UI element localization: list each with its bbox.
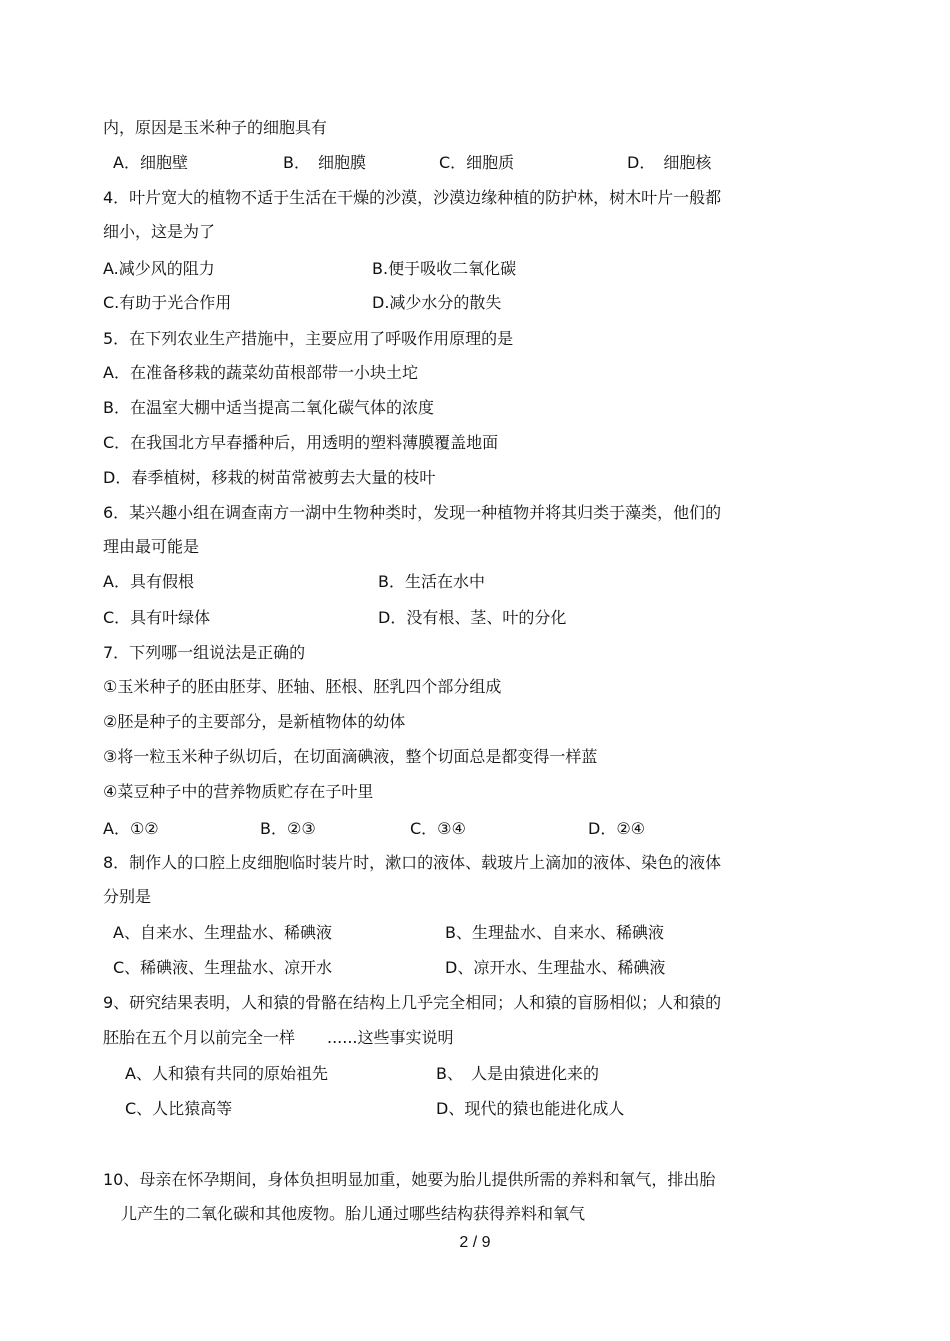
q3-option-b: B． 细胞膜: [283, 153, 366, 172]
q9-option-d: D、现代的猿也能进化成人: [436, 1099, 625, 1118]
q3-stem-continuation: 内，原因是玉米种子的细胞具有: [103, 118, 328, 137]
q9-option-b: B、 人是由猿进化来的: [436, 1064, 599, 1083]
q4-option-b: B.便于吸收二氧化碳: [372, 259, 517, 278]
q4-option-a: A.减少风的阻力: [103, 259, 215, 278]
q10-stem-line2: 儿产生的二氧化碳和其他废物。胎儿通过哪些结构获得养料和氧气: [121, 1204, 586, 1223]
q7-stem: 7．下列哪一组说法是正确的: [103, 643, 306, 662]
q7-option-a: A．①②: [103, 819, 159, 838]
q3-option-a: A．细胞壁: [113, 153, 188, 172]
q5-option-d: D．春季植树，移栽的树苗常被剪去大量的枝叶: [103, 468, 436, 487]
q8-option-a: A、自来水、生理盐水、稀碘液: [113, 923, 332, 942]
q8-option-b: B、生理盐水、自来水、稀碘液: [445, 923, 664, 942]
q6-option-a: A．具有假根: [103, 572, 194, 591]
q9-option-a: A、人和猿有共同的原始祖先: [125, 1064, 328, 1083]
q7-statement-2: ②胚是种子的主要部分，是新植物体的幼体: [103, 712, 406, 731]
q9-stem-line1: 9、研究结果表明，人和猿的骨骼在结构上几乎完全相同；人和猿的盲肠相似；人和猿的: [103, 993, 722, 1012]
q7-statement-4: ④菜豆种子中的营养物质贮存在子叶里: [103, 782, 374, 801]
q4-stem-line1: 4．叶片宽大的植物不适于生活在干燥的沙漠，沙漠边缘种植的防护林，树木叶片一般都: [103, 188, 722, 207]
q8-option-c: C、稀碘液、生理盐水、凉开水: [113, 958, 333, 977]
q8-stem-line2: 分别是: [103, 887, 152, 906]
q6-stem-line2: 理由最可能是: [103, 537, 200, 556]
q6-option-b: B．生活在水中: [378, 572, 485, 591]
q8-stem-line1: 8．制作人的口腔上皮细胞临时装片时，漱口的液体、载玻片上滴加的液体、染色的液体: [103, 853, 722, 872]
q5-option-a: A．在准备移栽的蔬菜幼苗根部带一小块土坨: [103, 363, 418, 382]
q5-stem: 5．在下列农业生产措施中，主要应用了呼吸作用原理的是: [103, 329, 514, 348]
q9-option-c: C、人比猿高等: [125, 1099, 233, 1118]
q6-option-d: D．没有根、茎、叶的分化: [378, 608, 567, 627]
q7-statement-3: ③将一粒玉米种子纵切后，在切面滴碘液，整个切面总是都变得一样蓝: [103, 747, 598, 766]
q10-stem-line1: 10、母亲在怀孕期间，身体负担明显加重，她要为胎儿提供所需的养料和氧气，排出胎: [103, 1170, 716, 1189]
q4-stem-line2: 细小，这是为了: [103, 222, 216, 241]
q3-option-d: D． 细胞核: [627, 153, 712, 172]
q4-option-c: C.有助于光合作用: [103, 293, 232, 312]
q5-option-b: B．在温室大棚中适当提高二氧化碳气体的浓度: [103, 398, 434, 417]
q6-option-c: C．具有叶绿体: [103, 608, 211, 627]
q4-option-d: D.减少水分的散失: [372, 293, 502, 312]
q7-statement-1: ①玉米种子的胚由胚芽、胚轴、胚根、胚乳四个部分组成: [103, 677, 502, 696]
q9-stem-line2: 胚胎在五个月以前完全一样 ......这些事实说明: [103, 1028, 454, 1047]
q3-option-c: C．细胞质: [439, 153, 515, 172]
q8-option-d: D、凉开水、生理盐水、稀碘液: [445, 958, 666, 977]
q7-option-d: D．②④: [588, 819, 646, 838]
page-number: 2 / 9: [459, 1234, 491, 1251]
q7-option-b: B．②③: [260, 819, 316, 838]
q5-option-c: C．在我国北方早春播种后，用透明的塑料薄膜覆盖地面: [103, 433, 499, 452]
q7-option-c: C．③④: [410, 819, 466, 838]
q6-stem-line1: 6．某兴趣小组在调查南方一湖中生物种类时，发现一种植物并将其归类于藻类，他们的: [103, 503, 722, 522]
